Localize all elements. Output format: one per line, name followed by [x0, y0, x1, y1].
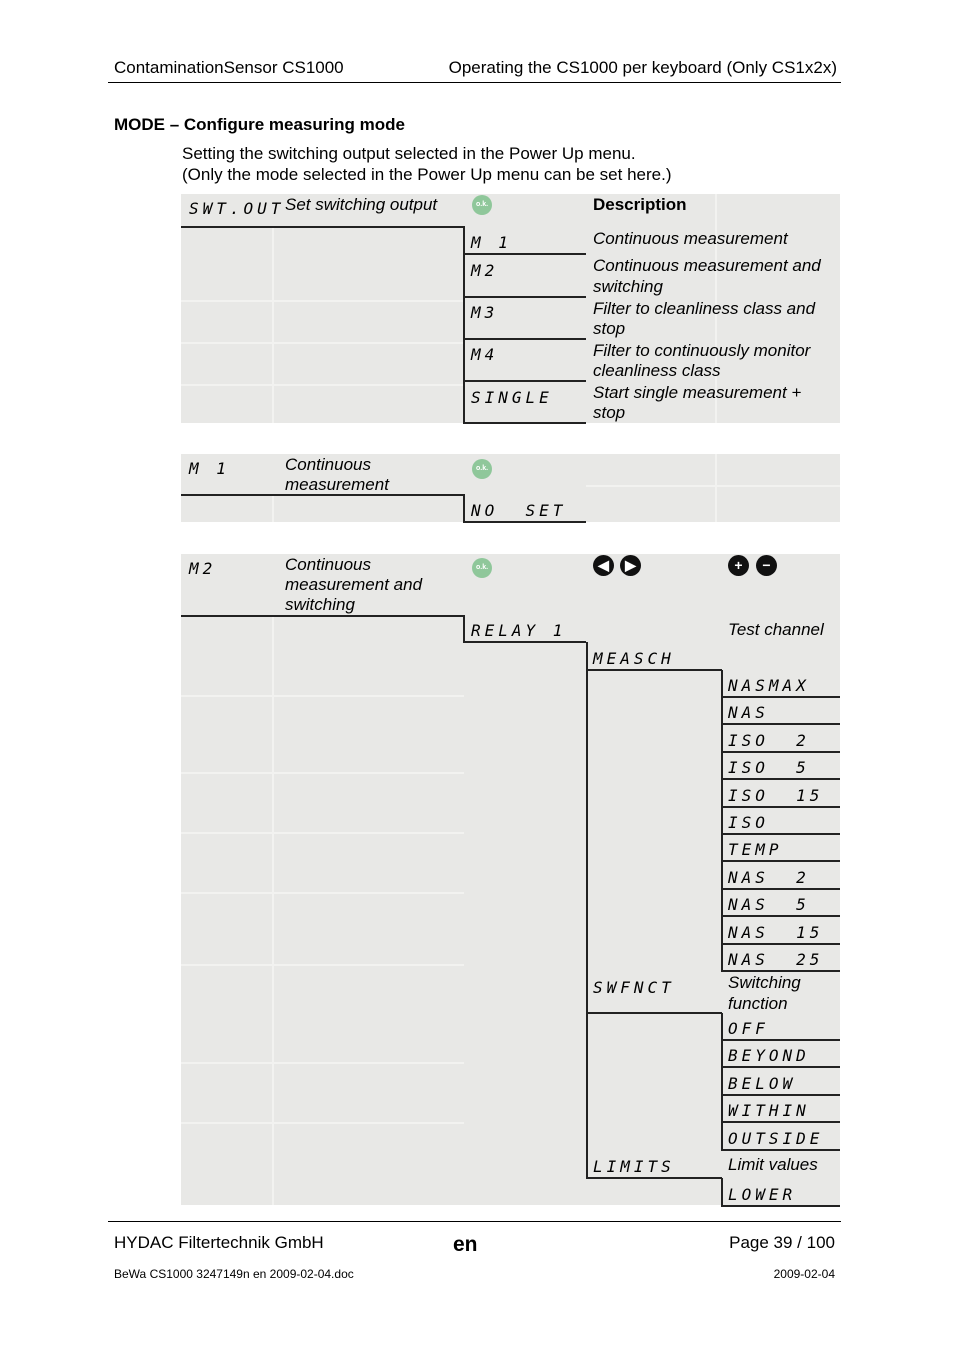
row-rule	[721, 860, 840, 862]
display-m2-header: M2	[189, 559, 217, 578]
row-rule	[463, 380, 586, 382]
footer-doc-name: BeWa CS1000 3247149n en 2009-02-04.doc	[114, 1267, 354, 1281]
channel-option: ISO	[728, 813, 769, 832]
display-measch: MEASCH	[593, 649, 675, 668]
channel-option: ISO 5	[728, 758, 810, 778]
channel-option: NASMAX	[728, 676, 810, 695]
header-rule	[108, 82, 841, 83]
display-single: SINGLE	[471, 388, 553, 407]
minus-key-icon: −	[756, 555, 777, 576]
grid-line	[181, 1122, 464, 1124]
row-rule	[586, 1177, 722, 1179]
function-option: OUTSIDE	[728, 1128, 824, 1148]
ok-key-icon: o.k.	[472, 195, 492, 215]
row-rule	[721, 1066, 840, 1068]
channel-option: ISO 15	[728, 785, 824, 805]
column-rule	[463, 615, 465, 642]
grid-line	[715, 454, 717, 522]
row-rule	[463, 641, 586, 643]
grid-line	[272, 617, 274, 1205]
desc-single-line1: Start single measurement +	[593, 383, 802, 402]
display-relay-1: RELAY 1	[471, 621, 567, 640]
row-rule	[463, 338, 586, 340]
footer-date: 2009-02-04	[773, 1267, 835, 1281]
row-rule	[181, 494, 464, 496]
grid-line	[181, 384, 464, 386]
column-rule	[463, 226, 465, 424]
row-rule	[181, 615, 464, 617]
row-rule	[721, 778, 840, 780]
row-rule	[721, 696, 840, 698]
column-rule	[721, 1178, 723, 1206]
grid-line	[181, 342, 464, 344]
row-rule	[721, 943, 840, 945]
row-rule	[586, 669, 722, 671]
desc-m2-line2: switching	[593, 277, 663, 296]
grid-line	[181, 772, 464, 774]
grid-line	[272, 495, 274, 522]
test-channel-label: Test channel	[728, 620, 824, 639]
column-rule	[721, 1013, 723, 1151]
row-rule	[463, 422, 586, 424]
display-m3: M3	[471, 303, 499, 322]
limit-values-label: Limit values	[728, 1155, 818, 1174]
row-rule	[721, 751, 840, 753]
intro-line-1: Setting the switching output selected in the Power Up menu.	[182, 144, 636, 163]
display-m2: M2	[471, 261, 499, 280]
section-title: MODE – Configure measuring mode	[114, 115, 405, 134]
grid-line	[181, 300, 464, 302]
row-rule	[463, 296, 586, 298]
row-rule	[721, 806, 840, 808]
row-rule	[721, 888, 840, 890]
row-rule	[721, 723, 840, 725]
intro-line-2: (Only the mode selected in the Power Up menu can be set here.)	[182, 165, 672, 184]
footer-company: HYDAC Filtertechnik GmbH	[114, 1233, 324, 1252]
header-right: Operating the CS1000 per keyboard (Only CS1x2x)	[448, 58, 837, 77]
display-m1-header: M 1	[189, 459, 230, 478]
channel-option: NAS 15	[728, 922, 824, 942]
row-rule	[721, 1149, 840, 1151]
display-swfnct: SWFNCT	[593, 978, 675, 997]
footer-language: en	[453, 1233, 478, 1256]
display-m1: M 1	[471, 233, 512, 252]
display-no-set: NO SET	[471, 501, 567, 520]
plus-key-icon: +	[728, 555, 749, 576]
row-rule	[463, 521, 586, 523]
footer-page-number: Page 39 / 100	[729, 1233, 835, 1252]
row-rule	[463, 253, 586, 255]
function-option: OFF	[728, 1019, 769, 1038]
row-rule	[721, 1094, 840, 1096]
m2-label-line1: Continuous	[285, 555, 372, 574]
arrow-left-key-icon: ◀	[593, 555, 614, 576]
function-option: BELOW	[728, 1073, 797, 1093]
grid-line	[586, 485, 840, 487]
ok-key-icon: o.k.	[472, 459, 492, 479]
column-rule	[463, 494, 465, 522]
row-rule	[721, 1121, 840, 1123]
channel-option: NAS 2	[728, 867, 810, 887]
desc-m4-line1: Filter to continuously monitor	[593, 341, 811, 360]
desc-m1: Continuous measurement	[593, 229, 788, 248]
footer-rule	[108, 1221, 841, 1222]
row-rule	[721, 1205, 840, 1207]
m1-label-line2: measurement	[285, 475, 389, 494]
switching-label-line2: function	[728, 994, 788, 1013]
display-limits: LIMITS	[593, 1157, 675, 1176]
arrow-right-key-icon: ▶	[620, 555, 641, 576]
m2-label-line2: measurement and	[285, 575, 423, 594]
row-rule	[181, 226, 464, 228]
column-rule	[586, 642, 588, 1178]
channel-option: NAS 25	[728, 950, 824, 969]
channel-option: TEMP	[728, 840, 783, 860]
desc-m3-line1: Filter to cleanliness class and	[593, 299, 816, 318]
grid-line	[181, 1062, 464, 1064]
grid-line	[181, 832, 464, 834]
row-rule	[721, 833, 840, 835]
grid-line	[272, 228, 274, 423]
grid-line	[181, 892, 464, 894]
row-rule	[586, 1012, 722, 1014]
desc-m4-line2: cleanliness class	[593, 361, 721, 380]
column-rule	[721, 670, 723, 971]
m1-label-line1: Continuous	[285, 455, 372, 474]
channel-option: ISO 2	[728, 730, 810, 750]
description-header: Description	[593, 195, 687, 214]
channel-option: NAS	[728, 703, 769, 723]
display-swt-out: SWT.OUT	[189, 199, 285, 218]
channel-option: NAS 5	[728, 895, 810, 915]
row-rule	[721, 970, 840, 972]
desc-single-line2: stop	[593, 403, 626, 422]
m2-label-line3: switching	[285, 595, 355, 614]
desc-m3-line2: stop	[593, 319, 626, 338]
header-left: ContaminationSensor CS1000	[114, 58, 344, 77]
row-rule	[721, 915, 840, 917]
grid-line	[181, 695, 464, 697]
display-m4: M4	[471, 345, 499, 364]
function-option: WITHIN	[728, 1101, 810, 1121]
ok-key-icon: o.k.	[472, 558, 492, 578]
row-rule	[721, 1039, 840, 1041]
display-lower: LOWER	[728, 1185, 797, 1204]
desc-m2-line1: Continuous measurement and	[593, 256, 821, 275]
function-option: BEYOND	[728, 1046, 810, 1066]
switching-label-line1: Switching	[728, 973, 801, 992]
set-switching-output-label: Set switching output	[285, 195, 438, 214]
grid-line	[181, 964, 464, 966]
